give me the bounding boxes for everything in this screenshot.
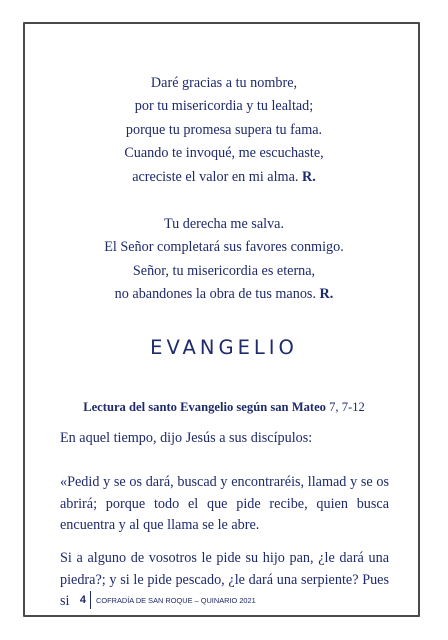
page-number: 4 bbox=[79, 594, 86, 606]
psalm-line-with-response bbox=[0, 166, 448, 189]
psalm-line: Tu derecha me salva. bbox=[163, 216, 285, 232]
psalm-stanza-1 bbox=[0, 72, 448, 189]
reading-heading bbox=[0, 400, 448, 415]
psalm-stanza-2 bbox=[0, 213, 448, 307]
psalm-line: porque tu promesa supera tu fama. bbox=[125, 121, 323, 138]
page-footer bbox=[66, 591, 256, 609]
response-marker: R. bbox=[319, 286, 334, 303]
reading-reference: 7, 7-12 bbox=[329, 400, 365, 414]
psalm-line-text: acreciste el valor en mi alma. bbox=[132, 168, 299, 185]
section-title: EVANGELIO bbox=[150, 336, 298, 359]
response-marker: R. bbox=[301, 168, 316, 185]
psalm-line: por tu misericordia y tu lealtad; bbox=[134, 98, 314, 115]
gospel-paragraph-3: Si a alguno de vosotros le pide su hijo pan, ¿le dará una piedra?; y si le pide pescado, ¿le dará una serpiente? Pues si bbox=[60, 550, 389, 609]
reading-heading-title: Lectura del santo Evangelio según san Mateo bbox=[83, 400, 326, 414]
psalm-line: Cuando te invoqué, me escuchaste, bbox=[124, 145, 324, 162]
psalm-line: Señor, tu misericordia es eterna, bbox=[132, 262, 316, 279]
footer-divider bbox=[90, 591, 91, 609]
psalm-line: El Señor completará sus favores conmigo. bbox=[104, 239, 344, 256]
gospel-paragraph-2: «Pedid y se os dará, buscad y encontraréis, llamad y se os abrirá; porque todo el que pide recibe, quien busca encuentra y al que llama se le abre. bbox=[60, 474, 389, 533]
gospel-paragraph-1: En aquel tiempo, dijo Jesús a sus discípulos: bbox=[60, 430, 313, 446]
psalm-line-with-response bbox=[0, 283, 448, 306]
footer-text: COFRADÍA DE SAN ROQUE – QUINARIO 2021 bbox=[96, 595, 256, 605]
psalm-line-text: no abandones la obra de tus manos. bbox=[114, 286, 316, 303]
psalm-line: Daré gracias a tu nombre, bbox=[150, 75, 298, 91]
